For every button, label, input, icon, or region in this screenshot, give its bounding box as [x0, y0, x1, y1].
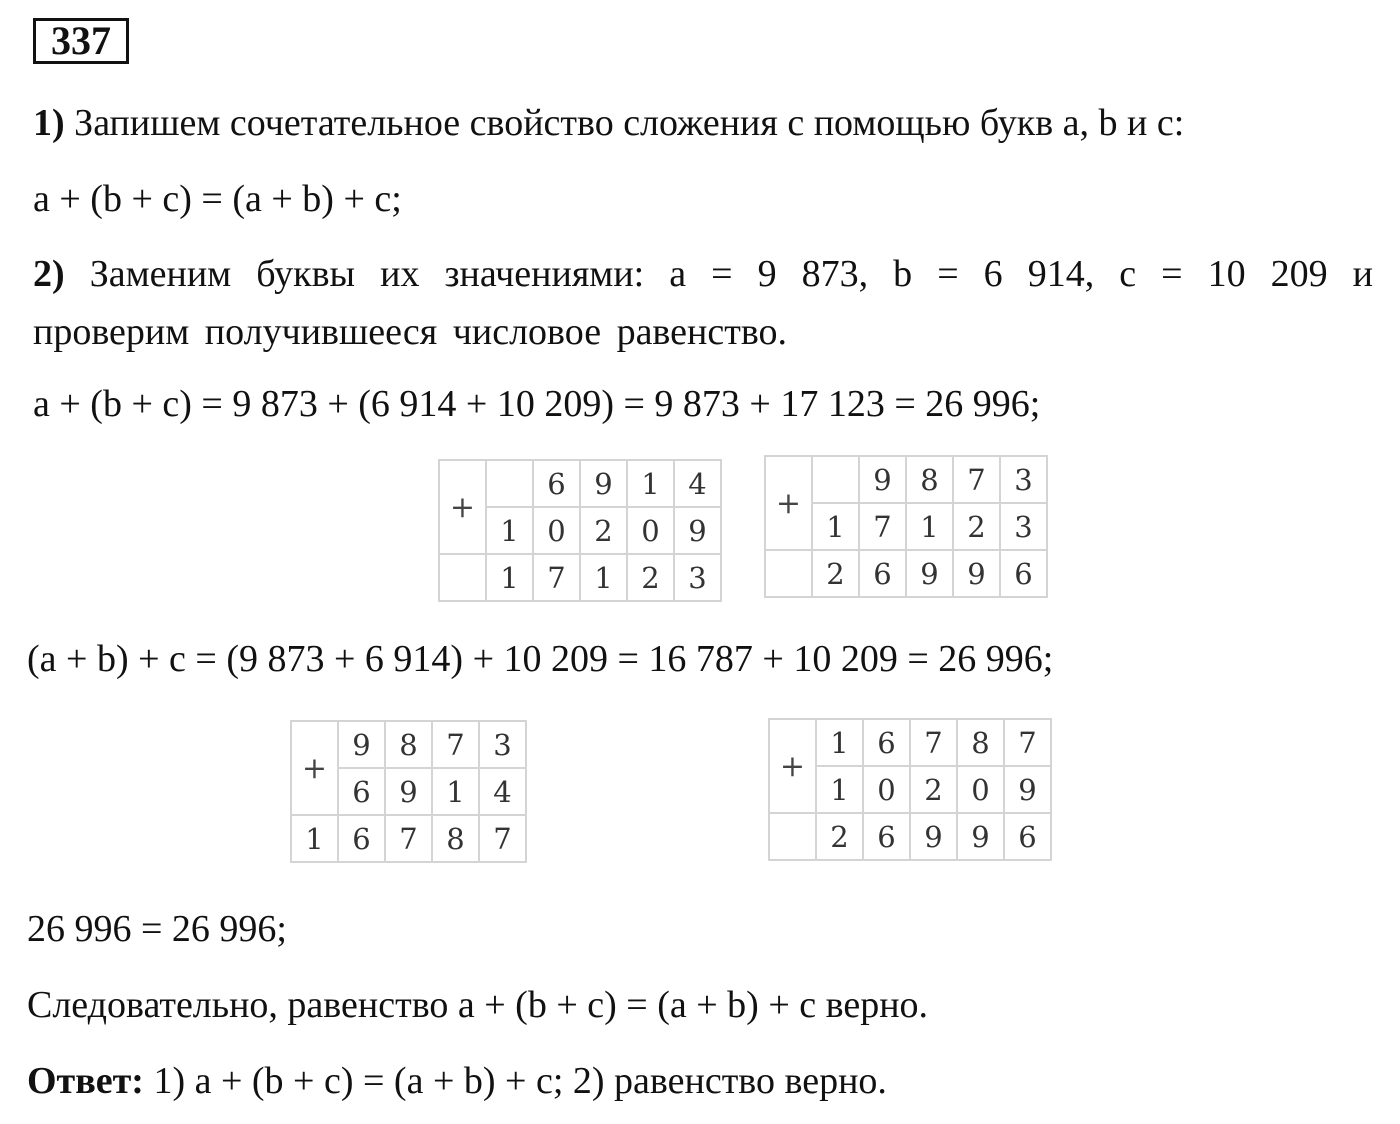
- digit-cell: 9: [906, 550, 953, 597]
- digit-cell: 3: [1000, 503, 1047, 550]
- digit-cell: 9: [385, 768, 432, 815]
- digit-cell: 9: [957, 813, 1004, 860]
- digit-cell: 4: [479, 768, 526, 815]
- answer-label: Ответ:: [27, 1060, 144, 1102]
- plus-sign: +: [765, 456, 812, 550]
- digit-cell: [486, 460, 533, 507]
- digit-cell: 9: [1004, 766, 1051, 813]
- calc-result-row: [769, 813, 1051, 860]
- calc-row: [765, 456, 1047, 503]
- digit-cell: 2: [816, 813, 863, 860]
- digit-cell: 6: [859, 550, 906, 597]
- empty-cell: [769, 813, 816, 860]
- digit-cell: 9: [674, 507, 721, 554]
- final-equality: 26 996 = 26 996;: [27, 908, 287, 950]
- digit-cell: 1: [812, 503, 859, 550]
- calc-row: [439, 460, 721, 507]
- digit-cell: 7: [910, 719, 957, 766]
- digit-cell: 8: [432, 815, 479, 862]
- digit-cell: 7: [479, 815, 526, 862]
- digit-cell: 3: [479, 721, 526, 768]
- digit-cell: 6: [863, 813, 910, 860]
- digit-cell: 1: [816, 719, 863, 766]
- answer-text: 1) a + (b + c) = (a + b) + c; 2) равенство верно.: [153, 1060, 887, 1102]
- digit-cell: 1: [486, 554, 533, 601]
- digit-cell: 7: [1004, 719, 1051, 766]
- digit-cell: 1: [580, 554, 627, 601]
- calc-result-row: [765, 550, 1047, 597]
- conclusion: Следовательно, равенство a + (b + c) = (a + b) + c верно.: [27, 984, 929, 1026]
- plus-sign: +: [769, 719, 816, 813]
- plus-sign: +: [291, 721, 338, 815]
- part1-label: 1): [33, 102, 65, 144]
- part2-text: Заменим буквы их значениями: a = 9 873, b = 6 914, c = 10 209 и проверим получившееся числовое равенство.: [33, 253, 1373, 353]
- digit-cell: 3: [674, 554, 721, 601]
- digit-cell: 7: [385, 815, 432, 862]
- digit-cell: 9: [953, 550, 1000, 597]
- digit-cell: 9: [338, 721, 385, 768]
- digit-cell: 6: [338, 815, 385, 862]
- digit-cell: 6: [533, 460, 580, 507]
- calc-result-row: [291, 815, 526, 862]
- digit-cell: 6: [1000, 550, 1047, 597]
- column-addition-4: [768, 718, 1052, 861]
- digit-cell: 7: [859, 503, 906, 550]
- digit-cell: 1: [486, 507, 533, 554]
- column-addition-3: [290, 720, 527, 863]
- plus-sign: +: [439, 460, 486, 554]
- empty-cell: [439, 554, 486, 601]
- digit-cell: 6: [338, 768, 385, 815]
- empty-cell: [765, 550, 812, 597]
- digit-cell: 2: [812, 550, 859, 597]
- digit-cell: 2: [910, 766, 957, 813]
- digit-cell: 0: [627, 507, 674, 554]
- digit-cell: 2: [953, 503, 1000, 550]
- answer-line: [27, 1058, 887, 1104]
- digit-cell: 1: [432, 768, 479, 815]
- part2-label: 2): [33, 253, 65, 295]
- digit-cell: 7: [432, 721, 479, 768]
- digit-cell: 2: [627, 554, 674, 601]
- digit-cell: 8: [385, 721, 432, 768]
- calc-row: [769, 719, 1051, 766]
- digit-cell: 9: [859, 456, 906, 503]
- digit-cell: 0: [957, 766, 1004, 813]
- digit-cell: 0: [863, 766, 910, 813]
- calc-result-row: [439, 554, 721, 601]
- part1-text: Запишем сочетательное свойство сложения с помощью букв a, b и c:: [74, 102, 1185, 144]
- digit-cell: 7: [533, 554, 580, 601]
- part1-formula: a + (b + c) = (a + b) + c;: [33, 178, 402, 220]
- column-addition-2: [764, 455, 1048, 598]
- digit-cell: 4: [674, 460, 721, 507]
- digit-cell: 7: [953, 456, 1000, 503]
- digit-cell: 9: [580, 460, 627, 507]
- digit-cell: 9: [910, 813, 957, 860]
- task-number-badge: 337: [33, 18, 129, 64]
- digit-cell: 0: [533, 507, 580, 554]
- digit-cell: 6: [863, 719, 910, 766]
- part1-statement: [33, 100, 1184, 146]
- column-addition-1: [438, 459, 722, 602]
- digit-cell: 1: [291, 815, 338, 862]
- calc-row: [291, 721, 526, 768]
- digit-cell: 3: [1000, 456, 1047, 503]
- digit-cell: 1: [816, 766, 863, 813]
- digit-cell: 8: [957, 719, 1004, 766]
- right-side-computation: (a + b) + c = (9 873 + 6 914) + 10 209 = 16 787 + 10 209 = 26 996;: [27, 638, 1054, 680]
- digit-cell: [812, 456, 859, 503]
- digit-cell: 2: [580, 507, 627, 554]
- left-side-computation: a + (b + c) = 9 873 + (6 914 + 10 209) = 9 873 + 17 123 = 26 996;: [33, 383, 1041, 425]
- part2-statement: [33, 245, 1373, 361]
- digit-cell: 1: [627, 460, 674, 507]
- digit-cell: 8: [906, 456, 953, 503]
- digit-cell: 6: [1004, 813, 1051, 860]
- digit-cell: 1: [906, 503, 953, 550]
